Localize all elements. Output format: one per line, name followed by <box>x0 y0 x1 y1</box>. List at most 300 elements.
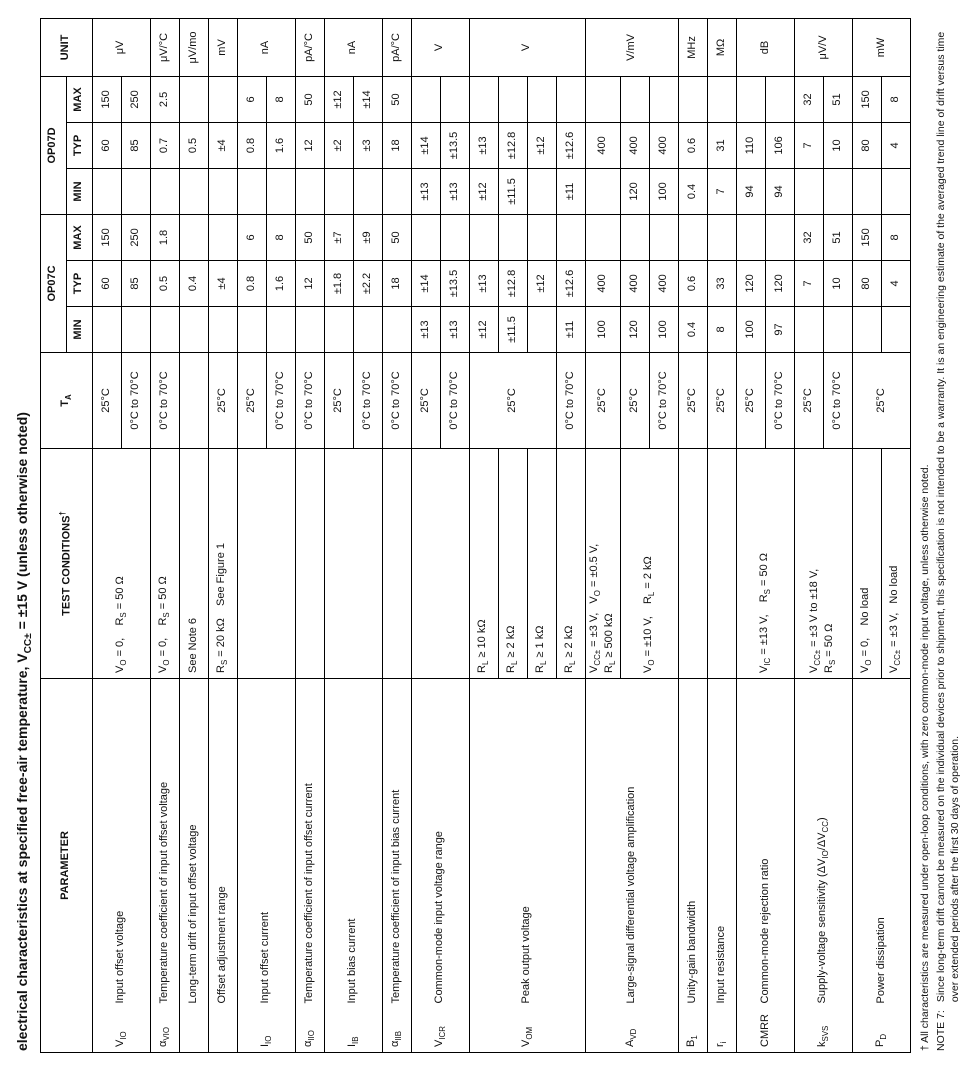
spec-row <box>237 18 266 1052</box>
conditions-cell: $V_{CC\pm} = \pm 3$ V, No load <box>881 448 910 678</box>
unit-cell: pA/°C <box>382 18 411 76</box>
value-cell: ±13 <box>440 168 469 214</box>
value-cell: 110 <box>736 122 765 168</box>
value-cell: ±4 <box>208 260 237 306</box>
footnote-note <box>934 17 962 1051</box>
symbol-cell: $\alpha_{IIO}$ <box>295 1009 324 1053</box>
value-cell: ±11.5 <box>498 306 527 352</box>
value-cell: 97 <box>765 306 794 352</box>
symbol-cell: $I_{IB}$ <box>324 1009 382 1053</box>
value-cell <box>353 306 382 352</box>
value-cell <box>121 168 150 214</box>
conditions-cell: See Note 6 <box>179 448 208 678</box>
value-cell <box>208 214 237 260</box>
value-cell <box>92 168 121 214</box>
unit-cell: V/mV <box>585 18 678 76</box>
value-cell <box>121 306 150 352</box>
conditions-cell <box>237 448 295 678</box>
value-cell <box>179 214 208 260</box>
spec-row <box>179 18 208 1052</box>
header-op07c-min: MIN <box>66 306 92 352</box>
value-cell: 1.6 <box>266 260 295 306</box>
ta-cell: 0°C to 70°C <box>823 352 852 448</box>
value-cell: 60 <box>92 260 121 306</box>
value-cell: 94 <box>736 168 765 214</box>
value-cell: ±12.6 <box>556 122 585 168</box>
value-cell: 50 <box>295 76 324 122</box>
value-cell: 120 <box>620 168 649 214</box>
value-cell: 0.6 <box>678 260 707 306</box>
value-cell <box>852 306 881 352</box>
value-cell: 2.5 <box>150 76 179 122</box>
value-cell <box>295 168 324 214</box>
value-cell: ±12 <box>527 260 556 306</box>
value-cell: 7 <box>794 122 823 168</box>
value-cell: 32 <box>794 76 823 122</box>
value-cell <box>527 76 556 122</box>
value-cell <box>794 306 823 352</box>
footnote-note-text: Since long-term drift cannot be measured on the individual devices prior to shipment, this specification is not intended to be a warranty. It is an engineering estimate of the averaged trend line of drift versus time over extended periods after the first 30 days of operation. <box>935 31 962 1003</box>
value-cell <box>585 76 620 122</box>
spec-table-body <box>92 18 910 1052</box>
ta-cell: 25°C <box>92 352 121 448</box>
value-cell <box>237 168 266 214</box>
value-cell: ±1.8 <box>324 260 353 306</box>
spec-row <box>324 18 353 1052</box>
parameter-cell: Unity-gain bandwidth <box>678 678 707 1008</box>
header-op07c: OP07C <box>40 214 66 352</box>
value-cell: ±14 <box>353 76 382 122</box>
footnote-dagger: † All characteristics are measured under open-loop conditions, with zero common-mode input voltage, unless otherwise noted. <box>918 464 931 1051</box>
value-cell <box>620 214 649 260</box>
ta-cell: 0°C to 70°C <box>649 352 678 448</box>
value-cell: 0.4 <box>678 306 707 352</box>
ta-cell: 0°C to 70°C <box>295 352 324 448</box>
ta-cell: 0°C to 70°C <box>121 352 150 448</box>
value-cell: 100 <box>649 168 678 214</box>
spec-row <box>150 18 179 1052</box>
conditions-cell: $V_{IC} = \pm 13$ V, $R_S = 50$ Ω <box>736 448 794 678</box>
value-cell: 50 <box>382 76 411 122</box>
value-cell <box>556 214 585 260</box>
conditions-cell: $R_L \ge 2$ kΩ <box>556 448 585 678</box>
unit-cell: mW <box>852 18 910 76</box>
unit-cell: MΩ <box>707 18 736 76</box>
value-cell <box>736 76 765 122</box>
value-cell: 400 <box>649 122 678 168</box>
value-cell <box>556 76 585 122</box>
value-cell: 94 <box>765 168 794 214</box>
value-cell: 6 <box>237 214 266 260</box>
symbol-cell: $\alpha_{IIB}$ <box>382 1009 411 1053</box>
unit-cell: μV <box>92 18 150 76</box>
value-cell: ±11 <box>556 168 585 214</box>
value-cell: 18 <box>382 122 411 168</box>
value-cell <box>353 168 382 214</box>
ta-cell: 0°C to 70°C <box>382 352 411 448</box>
unit-cell: μV/°C <box>150 18 179 76</box>
value-cell: 0.6 <box>678 122 707 168</box>
symbol-cell: $\alpha_{VIO}$ <box>150 1009 179 1053</box>
conditions-cell: $R_S = 20$ kΩ See Figure 1 <box>208 448 237 678</box>
ta-cell: 25°C <box>620 352 649 448</box>
value-cell: 106 <box>765 122 794 168</box>
value-cell <box>527 168 556 214</box>
symbol-cell: $V_{OM}$ <box>469 1009 585 1053</box>
ta-cell: 0°C to 70°C <box>353 352 382 448</box>
symbol-cell: $V_{ICR}$ <box>411 1009 469 1053</box>
parameter-cell: Common-mode input voltage range <box>411 678 469 1008</box>
conditions-cell <box>678 448 707 678</box>
value-cell: 1.6 <box>266 122 295 168</box>
value-cell: 50 <box>295 214 324 260</box>
value-cell: 10 <box>823 260 852 306</box>
ta-cell: 25°C <box>208 352 237 448</box>
value-cell: 4 <box>881 260 910 306</box>
unit-cell: MHz <box>678 18 707 76</box>
value-cell <box>649 76 678 122</box>
value-cell: ±13 <box>440 306 469 352</box>
spec-row <box>794 18 823 1052</box>
conditions-cell <box>411 448 469 678</box>
value-cell: 12 <box>295 122 324 168</box>
value-cell: ±12 <box>324 76 353 122</box>
value-cell: 8 <box>881 76 910 122</box>
value-cell: 50 <box>382 214 411 260</box>
header-op07d: OP07D <box>40 76 66 214</box>
value-cell <box>736 214 765 260</box>
value-cell: 150 <box>92 214 121 260</box>
header-row-groups <box>40 18 66 1052</box>
value-cell <box>295 306 324 352</box>
value-cell <box>707 214 736 260</box>
value-cell: 150 <box>852 214 881 260</box>
spec-row <box>678 18 707 1052</box>
value-cell <box>707 76 736 122</box>
parameter-cell: Temperature coefficient of input offset current <box>295 678 324 1008</box>
value-cell: 8 <box>707 306 736 352</box>
value-cell: 100 <box>585 306 620 352</box>
symbol-cell: $r_i$ <box>707 1009 736 1053</box>
parameter-cell: Power dissipation <box>852 678 910 1008</box>
symbol-cell: $I_{IO}$ <box>237 1009 295 1053</box>
value-cell <box>852 168 881 214</box>
value-cell: 33 <box>707 260 736 306</box>
table-title: electrical characteristics at specified free-air temperature, $V_{CC\pm} = \pm 15$ V (unless otherwise noted) <box>14 412 34 1051</box>
spec-row <box>92 18 121 1052</box>
value-cell: ±3 <box>353 122 382 168</box>
ta-cell: 0°C to 70°C <box>266 352 295 448</box>
unit-cell: V <box>469 18 585 76</box>
value-cell: 32 <box>794 214 823 260</box>
header-op07d-min: MIN <box>66 168 92 214</box>
value-cell: 250 <box>121 76 150 122</box>
symbol-cell: CMRR <box>736 1009 794 1053</box>
symbol-cell: $P_D$ <box>852 1009 910 1053</box>
parameter-cell: Long-term drift of input offset voltage <box>179 678 208 1008</box>
value-cell: 4 <box>881 122 910 168</box>
value-cell: ±12.8 <box>498 122 527 168</box>
value-cell <box>208 168 237 214</box>
value-cell: ±14 <box>411 260 440 306</box>
value-cell: 250 <box>121 214 150 260</box>
value-cell: 51 <box>823 214 852 260</box>
header-op07d-typ: TYP <box>66 122 92 168</box>
value-cell: 0.5 <box>179 122 208 168</box>
value-cell <box>527 306 556 352</box>
value-cell <box>324 168 353 214</box>
value-cell: 150 <box>852 76 881 122</box>
header-ta: $T_A$ <box>40 352 92 448</box>
value-cell <box>179 306 208 352</box>
value-cell: 8 <box>266 76 295 122</box>
parameter-cell: Common-mode rejection ratio <box>736 678 794 1008</box>
ta-cell: 0°C to 70°C <box>150 352 179 448</box>
value-cell: ±13.5 <box>440 260 469 306</box>
symbol-cell: $A_{VD}$ <box>585 1009 678 1053</box>
value-cell: ±2.2 <box>353 260 382 306</box>
conditions-cell: $V_{CC\pm} = \pm 3$ V, $V_O = \pm 0.5$ V, $R_L \ge 500$ kΩ <box>585 448 620 678</box>
value-cell: 18 <box>382 260 411 306</box>
header-op07c-max: MAX <box>66 214 92 260</box>
symbol-cell <box>179 1009 208 1053</box>
spec-table-header <box>40 18 92 1052</box>
conditions-cell <box>382 448 411 678</box>
value-cell: 60 <box>92 122 121 168</box>
ta-cell: 25°C <box>678 352 707 448</box>
spec-table <box>40 18 911 1053</box>
conditions-cell <box>707 448 736 678</box>
ta-cell: 25°C <box>411 352 440 448</box>
parameter-cell: Offset adjustment range <box>208 678 237 1008</box>
conditions-cell <box>295 448 324 678</box>
conditions-cell <box>324 448 382 678</box>
value-cell <box>678 214 707 260</box>
value-cell: ±12 <box>527 122 556 168</box>
value-cell: 120 <box>620 306 649 352</box>
unit-cell: mV <box>208 18 237 76</box>
value-cell <box>179 168 208 214</box>
spec-row <box>736 18 765 1052</box>
value-cell: 0.4 <box>179 260 208 306</box>
spec-row <box>707 18 736 1052</box>
value-cell <box>765 76 794 122</box>
conditions-cell: $V_O = 0$, $R_S = 50$ Ω <box>150 448 179 678</box>
value-cell: 0.8 <box>237 122 266 168</box>
unit-cell: V <box>411 18 469 76</box>
value-cell: 8 <box>266 214 295 260</box>
value-cell: ±14 <box>411 122 440 168</box>
value-cell <box>469 76 498 122</box>
spec-row <box>585 18 620 1052</box>
spec-row <box>411 18 440 1052</box>
value-cell: 400 <box>620 122 649 168</box>
value-cell: ±13 <box>469 122 498 168</box>
value-cell: ±13 <box>411 306 440 352</box>
ta-cell: 25°C <box>707 352 736 448</box>
value-cell <box>266 306 295 352</box>
value-cell: ±12.8 <box>498 260 527 306</box>
value-cell <box>382 306 411 352</box>
value-cell <box>237 306 266 352</box>
value-cell: ±4 <box>208 122 237 168</box>
unit-cell: nA <box>237 18 295 76</box>
conditions-cell: $V_{CC\pm} = \pm 3$ V to ±18 V, $R_S = 50$ Ω <box>794 448 852 678</box>
value-cell: 0.4 <box>678 168 707 214</box>
value-cell: ±11 <box>556 306 585 352</box>
unit-cell: dB <box>736 18 794 76</box>
value-cell <box>498 214 527 260</box>
value-cell: ±13 <box>469 260 498 306</box>
value-cell: ±2 <box>324 122 353 168</box>
value-cell <box>881 306 910 352</box>
value-cell: 80 <box>852 260 881 306</box>
footnote-note-label: NOTE 7: <box>935 1010 948 1051</box>
header-unit: UNIT <box>40 18 92 76</box>
value-cell <box>440 76 469 122</box>
value-cell: 120 <box>765 260 794 306</box>
symbol-cell: $B_1$ <box>678 1009 707 1053</box>
value-cell <box>620 76 649 122</box>
value-cell <box>208 76 237 122</box>
symbol-cell <box>208 1009 237 1053</box>
parameter-cell: Temperature coefficient of input offset voltage <box>150 678 179 1008</box>
value-cell: 1.8 <box>150 214 179 260</box>
value-cell: ±9 <box>353 214 382 260</box>
ta-cell: 25°C <box>237 352 266 448</box>
parameter-cell: Peak output voltage <box>469 678 585 1008</box>
value-cell <box>765 214 794 260</box>
value-cell <box>382 168 411 214</box>
value-cell: ±13.5 <box>440 122 469 168</box>
conditions-cell: $R_L \ge 1$ kΩ <box>527 448 556 678</box>
value-cell: 85 <box>121 260 150 306</box>
symbol-cell: $k_{SVS}$ <box>794 1009 852 1053</box>
parameter-cell: Input offset voltage <box>92 678 150 1008</box>
value-cell: 0.8 <box>237 260 266 306</box>
ta-cell: 25°C <box>469 352 556 448</box>
unit-cell: pA/°C <box>295 18 324 76</box>
value-cell: ±11.5 <box>498 168 527 214</box>
parameter-cell: Temperature coefficient of input bias current <box>382 678 411 1008</box>
value-cell <box>411 76 440 122</box>
value-cell: 400 <box>585 260 620 306</box>
parameter-cell: Supply-voltage sensitivity $(\Delta V_{IO}/\Delta V_{CC})$ <box>794 678 852 1008</box>
conditions-cell: $V_O = 0$, No load <box>852 448 881 678</box>
value-cell: ±12.6 <box>556 260 585 306</box>
unit-cell: μV/V <box>794 18 852 76</box>
value-cell: ±12 <box>469 168 498 214</box>
ta-cell: 0°C to 70°C <box>556 352 585 448</box>
value-cell: 7 <box>794 260 823 306</box>
conditions-cell: $V_O = 0$, $R_S = 50$ Ω <box>92 448 150 678</box>
parameter-cell: Input bias current <box>324 678 382 1008</box>
value-cell: 51 <box>823 76 852 122</box>
value-cell: 31 <box>707 122 736 168</box>
unit-cell: nA <box>324 18 382 76</box>
ta-cell: 25°C <box>852 352 910 448</box>
ta-cell: 25°C <box>794 352 823 448</box>
value-cell <box>585 214 620 260</box>
value-cell: ±13 <box>411 168 440 214</box>
value-cell: ±7 <box>324 214 353 260</box>
value-cell <box>150 306 179 352</box>
value-cell <box>440 214 469 260</box>
ta-cell: 0°C to 70°C <box>440 352 469 448</box>
value-cell <box>469 214 498 260</box>
value-cell <box>794 168 823 214</box>
symbol-cell: $V_{IO}$ <box>92 1009 150 1053</box>
value-cell <box>585 168 620 214</box>
header-op07c-typ: TYP <box>66 260 92 306</box>
value-cell <box>179 76 208 122</box>
conditions-cell: $R_L \ge 2$ kΩ <box>498 448 527 678</box>
header-parameter: PARAMETER <box>40 678 92 1052</box>
value-cell: 100 <box>649 306 678 352</box>
spec-row <box>295 18 324 1052</box>
parameter-cell: Input resistance <box>707 678 736 1008</box>
parameter-cell: Large-signal differential voltage amplification <box>585 678 678 1008</box>
value-cell <box>881 168 910 214</box>
spec-row <box>382 18 411 1052</box>
value-cell: ±12 <box>469 306 498 352</box>
rotated-table-container <box>14 13 962 1053</box>
value-cell: 8 <box>881 214 910 260</box>
value-cell: 80 <box>852 122 881 168</box>
ta-cell: 0°C to 70°C <box>765 352 794 448</box>
value-cell: 0.7 <box>150 122 179 168</box>
value-cell <box>678 76 707 122</box>
conditions-cell: $R_L \ge 10$ kΩ <box>469 448 498 678</box>
header-op07d-max: MAX <box>66 76 92 122</box>
value-cell: 0.5 <box>150 260 179 306</box>
value-cell: 10 <box>823 122 852 168</box>
value-cell: 7 <box>707 168 736 214</box>
value-cell: 400 <box>620 260 649 306</box>
ta-cell <box>179 352 208 448</box>
ta-cell: 25°C <box>736 352 765 448</box>
value-cell <box>150 168 179 214</box>
value-cell: 400 <box>649 260 678 306</box>
value-cell: 150 <box>92 76 121 122</box>
ta-cell: 25°C <box>585 352 620 448</box>
parameter-cell: Input offset current <box>237 678 295 1008</box>
value-cell: 6 <box>237 76 266 122</box>
value-cell <box>324 306 353 352</box>
spec-row <box>469 18 498 1052</box>
value-cell <box>411 214 440 260</box>
value-cell: 85 <box>121 122 150 168</box>
spec-row <box>208 18 237 1052</box>
spec-row <box>852 18 881 1052</box>
value-cell <box>823 168 852 214</box>
footnotes <box>918 17 962 1051</box>
value-cell: 120 <box>736 260 765 306</box>
value-cell <box>649 214 678 260</box>
value-cell <box>92 306 121 352</box>
header-test-conditions: TEST CONDITIONS† <box>40 448 92 678</box>
value-cell: 12 <box>295 260 324 306</box>
value-cell <box>527 214 556 260</box>
value-cell <box>208 306 237 352</box>
value-cell: 400 <box>585 122 620 168</box>
conditions-cell: $V_O = \pm 10$ V, $R_L = 2$ kΩ <box>620 448 678 678</box>
value-cell <box>266 168 295 214</box>
value-cell <box>498 76 527 122</box>
unit-cell: μV/mo <box>179 18 208 76</box>
value-cell: 100 <box>736 306 765 352</box>
ta-cell: 25°C <box>324 352 353 448</box>
